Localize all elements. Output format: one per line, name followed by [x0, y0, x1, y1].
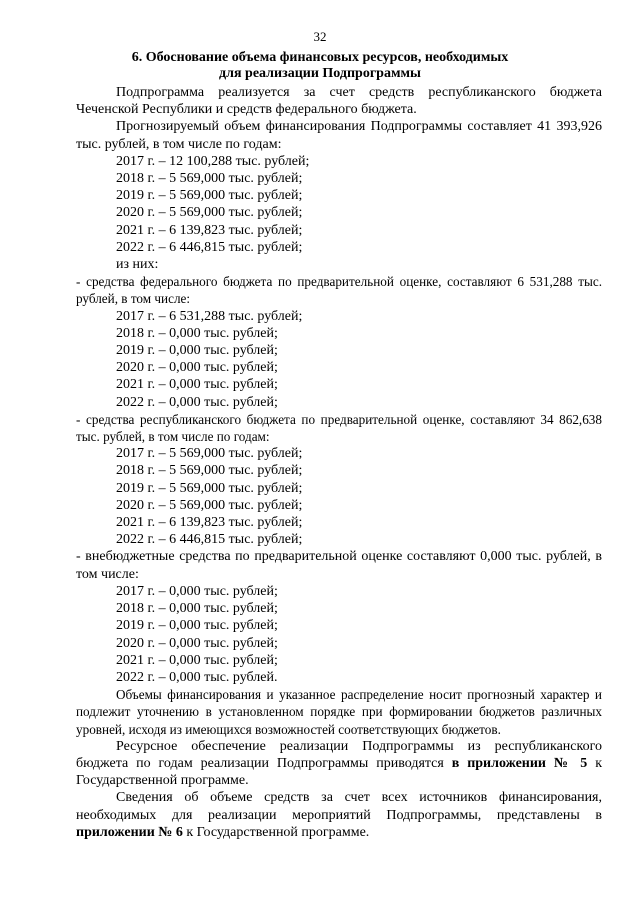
total-funding-paragraph: Прогнозируемый объем финансирования Подпрограммы составляет 41 393,926 тыс. рублей, в том числе по годам: [76, 119, 602, 152]
federal-funding-paragraph: - средства федерального бюджета по предварительной оценке, составляют 6 531,288 тыс. рублей, в том числе: [76, 274, 602, 307]
total-year-2020: 2020 г. – 5 569,000 тыс. рублей; [116, 205, 303, 221]
info-text: Сведения об объеме средств за счет всех источников финансирования, необходимых для реализации мероприятий Подпрограммы, представлены в [76, 790, 602, 823]
section-heading [0, 50, 640, 82]
total-year-2022: 2022 г. – 6 446,815 тыс. рублей; [116, 239, 303, 255]
extra-budget-paragraph: - внебюджетные средства по предварительной оценке составляют 0,000 тыс. рублей, в том числе: [76, 549, 602, 582]
total-year-2019: 2019 г. – 5 569,000 тыс. рублей; [116, 188, 303, 204]
federal-year-2019: 2019 г. – 0,000 тыс. рублей; [116, 343, 278, 359]
total-years-list [76, 153, 602, 273]
extra-years-list [76, 583, 602, 686]
federal-year-2020: 2020 г. – 0,000 тыс. рублей; [116, 360, 278, 376]
resource-text: Ресурсное обеспечение реализации Подпрограммы из республиканского бюджета по годам реализации Подпрограммы приводятся [76, 738, 602, 771]
federal-years-list [76, 308, 602, 411]
document-body [76, 84, 602, 841]
republic-year-2022: 2022 г. – 6 446,815 тыс. рублей; [116, 532, 303, 548]
federal-year-2017: 2017 г. – 6 531,288 тыс. рублей; [116, 308, 303, 324]
of-which-label: из них: [116, 257, 159, 273]
extra-year-2018: 2018 г. – 0,000 тыс. рублей; [116, 601, 278, 617]
republic-year-2017: 2017 г. – 5 569,000 тыс. рублей; [116, 446, 303, 462]
total-year-2018: 2018 г. – 5 569,000 тыс. рублей; [116, 171, 303, 187]
extra-year-2017: 2017 г. – 0,000 тыс. рублей; [116, 583, 278, 599]
federal-year-2021: 2021 г. – 0,000 тыс. рублей; [116, 377, 278, 393]
total-year-2017: 2017 г. – 12 100,288 тыс. рублей; [116, 153, 310, 169]
federal-year-2022: 2022 г. – 0,000 тыс. рублей; [116, 394, 278, 410]
heading-line-2: для реализации Подпрограммы [219, 66, 421, 81]
intro-paragraph: Подпрограмма реализуется за счет средств республиканского бюджета Чеченской Республики и средств федерального бюджета. [76, 85, 602, 118]
total-year-2021: 2021 г. – 6 139,823 тыс. рублей; [116, 222, 303, 238]
info-tail: к Государственной программе. [186, 824, 370, 840]
resource-tail: к Государственной программе. [76, 755, 603, 789]
appendix-5-reference: в приложении № 5 [451, 755, 588, 771]
appendix-6-reference: приложении № 6 [76, 824, 183, 840]
forecast-note-paragraph: Объемы финансирования и указанное распределение носит прогнозный характер и подлежит уточнению в установленном порядке при формировании бюджетов различных уровней, исходя из имеющихся возможностей соответствующих бюджетов. [76, 687, 602, 737]
extra-year-2021: 2021 г. – 0,000 тыс. рублей; [116, 652, 278, 668]
federal-year-2018: 2018 г. – 0,000 тыс. рублей; [116, 325, 278, 341]
republic-funding-paragraph: - средства республиканского бюджета по предварительной оценке, составляют 34 862,638 тыс. рублей, в том числе по годам: [76, 411, 602, 445]
republic-year-2021: 2021 г. – 6 139,823 тыс. рублей; [116, 515, 303, 531]
republic-year-2019: 2019 г. – 5 569,000 тыс. рублей; [116, 480, 303, 496]
page-number: 32 [313, 29, 327, 44]
republic-years-list [76, 445, 602, 548]
extra-year-2019: 2019 г. – 0,000 тыс. рублей; [116, 618, 278, 634]
extra-year-2022: 2022 г. – 0,000 тыс. рублей. [116, 669, 278, 685]
republic-year-2020: 2020 г. – 5 569,000 тыс. рублей; [116, 497, 303, 513]
info-paragraph [76, 789, 602, 841]
extra-year-2020: 2020 г. – 0,000 тыс. рублей; [116, 635, 278, 651]
republic-year-2018: 2018 г. – 5 569,000 тыс. рублей; [116, 463, 303, 479]
heading-line-1: 6. Обоснование объема финансовых ресурсов, необходимых [131, 50, 509, 65]
resource-paragraph [76, 738, 602, 790]
